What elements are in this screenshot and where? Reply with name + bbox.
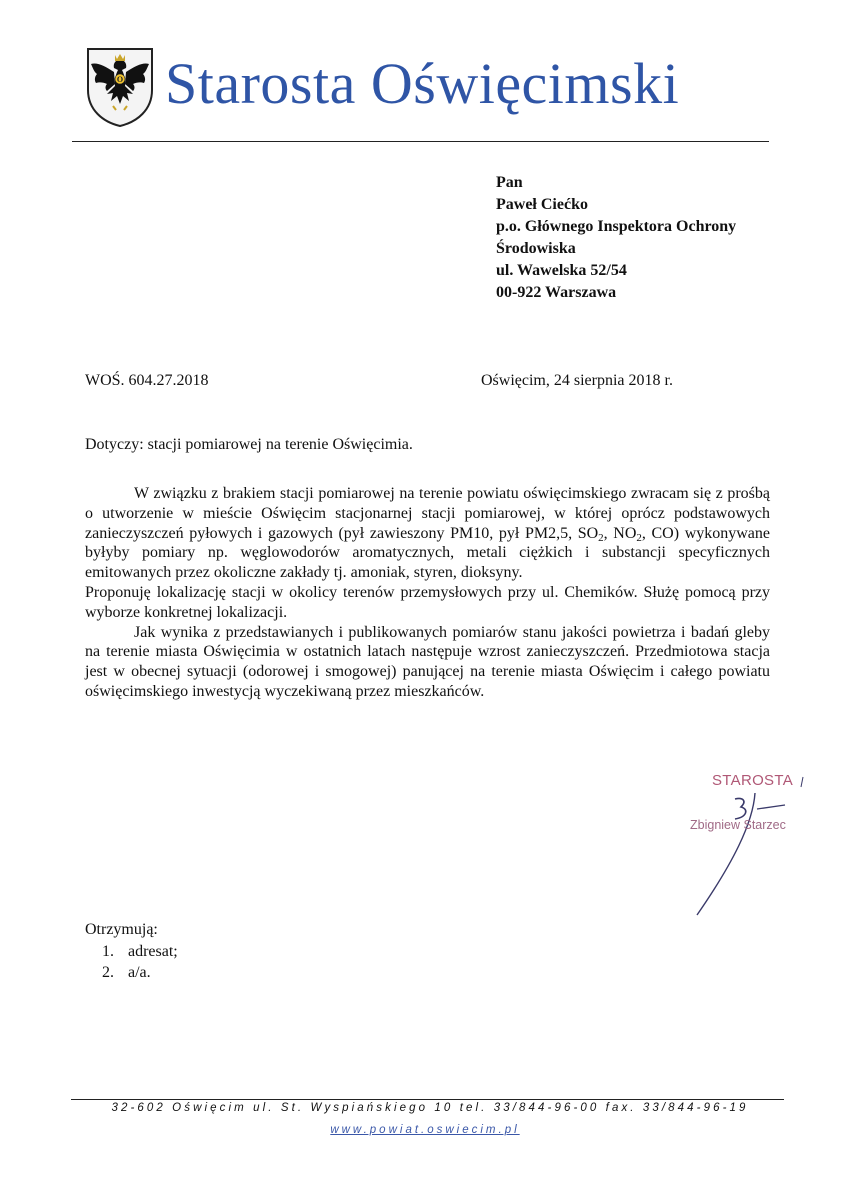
recipient-line: Paweł Ciećko — [496, 196, 588, 213]
body-paragraph-3: Jak wynika z przedstawianych i publikowanych pomiarów stanu jakości powietrza i badań gleby na terenie miasta Oświęcimia w ostatnich latach następuje wzrost zanieczyszczeń. Przedmiotowa stacja jest w obecnej sytuacji (odorowej i smogowej) panującej na terenie miasta Oświęcim i całego powiatu oświęcimskiego inwestycją wyczekiwaną przez mieszkańców. — [85, 623, 770, 700]
subscript-no2: 2 — [636, 531, 642, 544]
coat-of-arms-logo — [85, 46, 155, 128]
body-paragraph-1 — [85, 484, 770, 583]
list-item-number: 1. — [102, 943, 114, 960]
reference-number: WOŚ. 604.27.2018 — [85, 372, 209, 389]
paragraph-1-text-a: W związku z brakiem stacji pomiarowej na terenie powiatu oświęcimskiego zwracam się z prośbą o utworzenie w mieście Oświęcim stacjonarnej stacji pomiarowej, w której oprócz podstawowych zanieczyszczeń pyłowych i gazowych (pył zawieszony PM10, pył PM2,5, SO — [85, 485, 770, 542]
recipient-line: Środowiska — [496, 240, 576, 257]
letter-body — [85, 484, 770, 702]
footer-website-link[interactable]: www.powiat.oswiecim.pl — [330, 1124, 520, 1136]
list-item-number: 2. — [102, 964, 114, 981]
paragraph-1-text-b: , NO — [603, 524, 637, 542]
footer-divider — [71, 1099, 784, 1100]
list-item-text: a/a. — [128, 964, 151, 981]
footer-address: 32-602 Oświęcim ul. St. Wyspiańskiego 10 tel. 33/844-96-00 fax. 33/844-96-19 — [111, 1102, 749, 1114]
distribution-list — [102, 941, 178, 983]
place-and-date: Oświęcim, 24 sierpnia 2018 r. — [481, 372, 673, 389]
letterhead-title: Starosta Oświęcimski — [165, 51, 680, 116]
paragraph-1-text-c: , CO) wykonywane byłyby pomiary np. węglowodorów aromatycznych, metali ciężkich i substancji specyficznych emitowanych przez okoliczne zakłady tj. amoniak, styren, dioksyny. — [85, 524, 771, 582]
recipient-line: 00-922 Warszawa — [496, 284, 617, 301]
stamp-name: Zbigniew Starzec — [690, 818, 786, 832]
distribution-heading: Otrzymują: — [85, 921, 158, 938]
letter-subject: Dotyczy: stacji pomiarowej na terenie Oświęcimia. — [85, 436, 413, 453]
recipient-line: ul. Wawelska 52/54 — [496, 262, 627, 279]
list-item — [102, 962, 178, 983]
list-item — [102, 941, 178, 962]
header-divider — [72, 141, 769, 142]
list-item-text: adresat; — [128, 943, 178, 960]
recipient-line: p.o. Głównego Inspektora Ochrony — [496, 218, 737, 235]
recipient-line: Pan — [496, 174, 523, 191]
subscript-so2: 2 — [598, 531, 604, 544]
svg-text:O: O — [116, 75, 124, 84]
stamp-title: STAROSTA — [712, 772, 794, 789]
recipient-address — [496, 172, 736, 304]
body-paragraph-2: Proponuję lokalizację stacji w okolicy terenów przemysłowych przy ul. Chemików. Służę pomocą przy wyborze konkretnej lokalizacji. — [85, 583, 770, 621]
